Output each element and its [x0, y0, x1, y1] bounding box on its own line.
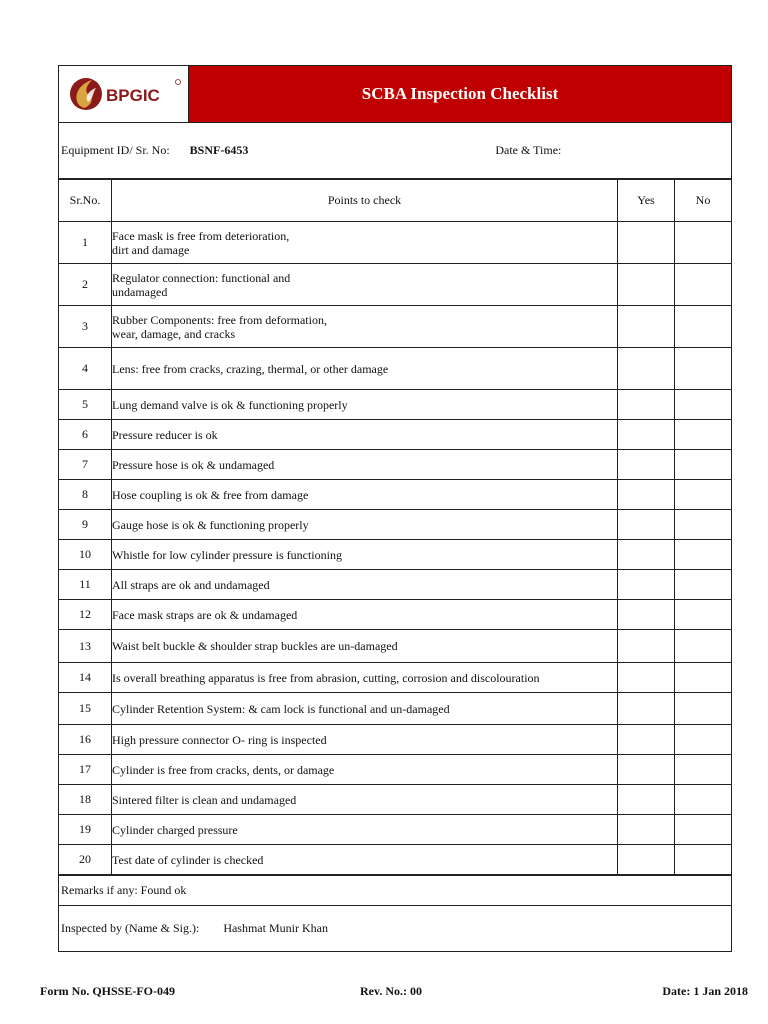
row-sr-no: 18: [59, 785, 112, 815]
table-row: [59, 663, 731, 693]
table-row: [59, 306, 731, 348]
row-yes-cell[interactable]: [618, 663, 675, 693]
row-point-to-check: [112, 845, 618, 875]
row-point-to-check: [112, 693, 618, 725]
table-row: [59, 785, 731, 815]
row-no-cell[interactable]: [675, 570, 732, 600]
row-yes-cell[interactable]: [618, 450, 675, 480]
bpgic-logo-icon: [64, 72, 184, 116]
form-date: Date: 1 Jan 2018: [662, 984, 748, 998]
table-row: [59, 540, 731, 570]
table-row: [59, 264, 731, 306]
row-no-cell[interactable]: [675, 600, 732, 630]
row-no-cell[interactable]: [675, 540, 732, 570]
form-number: Form No. QHSSE-FO-049: [40, 984, 175, 998]
header-points: Points to check: [112, 180, 618, 222]
point-text-line: All straps are ok and undamaged: [112, 577, 270, 592]
date-time-label: Date & Time:: [495, 143, 562, 157]
row-yes-cell[interactable]: [618, 222, 675, 264]
point-text-line: Sintered filter is clean and undamaged: [112, 792, 297, 807]
row-sr-no: 11: [59, 570, 112, 600]
row-sr-no: 12: [59, 600, 112, 630]
form-header: [59, 66, 731, 123]
table-row: [59, 570, 731, 600]
remarks-text: Remarks if any: Found ok: [61, 883, 187, 897]
row-sr-no: 16: [59, 725, 112, 755]
row-point-to-check: [112, 348, 618, 390]
row-no-cell[interactable]: [675, 663, 732, 693]
point-text-line: Lens: free from cracks, crazing, thermal, or other damage: [112, 361, 389, 376]
row-point-to-check: [112, 420, 618, 450]
point-text-line: Test date of cylinder is checked: [112, 852, 264, 867]
row-sr-no: 2: [59, 264, 112, 306]
point-text-line: Face mask straps are ok & undamaged: [112, 607, 298, 622]
point-text-line: Is overall breathing apparatus is free from abrasion, cutting, corrosion and discolouration: [112, 670, 540, 685]
row-point-to-check: [112, 725, 618, 755]
row-sr-no: 19: [59, 815, 112, 845]
row-sr-no: 15: [59, 693, 112, 725]
point-text-line: Cylinder is free from cracks, dents, or damage: [112, 762, 335, 777]
revision-number: Rev. No.: 00: [360, 984, 422, 998]
row-yes-cell[interactable]: [618, 480, 675, 510]
table-row: [59, 420, 731, 450]
point-text-line: Rubber Components: free from deformation,: [112, 312, 327, 327]
row-yes-cell[interactable]: [618, 570, 675, 600]
row-yes-cell[interactable]: [618, 600, 675, 630]
row-point-to-check: [112, 450, 618, 480]
row-sr-no: 20: [59, 845, 112, 875]
row-point-to-check: [112, 630, 618, 663]
point-text-line: Gauge hose is ok & functioning properly: [112, 517, 309, 532]
row-yes-cell[interactable]: [618, 420, 675, 450]
equipment-info-row: [59, 123, 731, 179]
row-point-to-check: [112, 390, 618, 420]
row-no-cell[interactable]: [675, 264, 732, 306]
point-text-line: Hose coupling is ok & free from damage: [112, 487, 309, 502]
row-no-cell[interactable]: [675, 390, 732, 420]
point-text-line: Face mask is free from deterioration,: [112, 228, 290, 243]
row-no-cell[interactable]: [675, 510, 732, 540]
row-yes-cell[interactable]: [618, 510, 675, 540]
point-text-line: dirt and damage: [112, 242, 190, 257]
table-row: [59, 755, 731, 785]
row-no-cell[interactable]: [675, 755, 732, 785]
row-point-to-check: [112, 815, 618, 845]
row-point-to-check: [112, 600, 618, 630]
company-logo: [59, 66, 189, 122]
row-yes-cell[interactable]: [618, 845, 675, 875]
row-no-cell[interactable]: [675, 785, 732, 815]
row-sr-no: 6: [59, 420, 112, 450]
point-text-line: Pressure reducer is ok: [112, 427, 218, 442]
checklist-form: [58, 65, 732, 952]
row-point-to-check: [112, 755, 618, 785]
row-sr-no: 4: [59, 348, 112, 390]
inspected-by-label: Inspected by (Name & Sig.):: [61, 921, 200, 935]
row-yes-cell[interactable]: [618, 264, 675, 306]
equipment-id-value: BSNF-6453: [189, 143, 249, 157]
row-yes-cell[interactable]: [618, 693, 675, 725]
form-title: SCBA Inspection Checklist: [189, 66, 731, 122]
table-row: [59, 348, 731, 390]
row-point-to-check: [112, 510, 618, 540]
remarks-row: [59, 875, 731, 905]
table-row: [59, 693, 731, 725]
row-no-cell[interactable]: [675, 420, 732, 450]
row-point-to-check: [112, 306, 618, 348]
row-point-to-check: [112, 540, 618, 570]
row-point-to-check: [112, 480, 618, 510]
row-no-cell[interactable]: [675, 480, 732, 510]
point-text-line: Waist belt buckle & shoulder strap buckles are un-damaged: [112, 639, 398, 653]
point-text-line: Whistle for low cylinder pressure is functioning: [112, 547, 342, 562]
row-sr-no: 14: [59, 663, 112, 693]
row-no-cell[interactable]: [675, 348, 732, 390]
table-header-row: [59, 180, 731, 222]
row-no-cell[interactable]: [675, 222, 732, 264]
equipment-id-label: Equipment ID/ Sr. No:: [61, 143, 170, 157]
table-row: [59, 480, 731, 510]
row-no-cell[interactable]: [675, 845, 732, 875]
row-sr-no: 3: [59, 306, 112, 348]
point-text-line: Lung demand valve is ok & functioning properly: [112, 397, 348, 412]
point-text-line: undamaged: [112, 284, 168, 299]
header-no: No: [675, 180, 732, 222]
table-row: [59, 390, 731, 420]
checklist-table: [59, 179, 731, 875]
row-yes-cell[interactable]: [618, 390, 675, 420]
row-point-to-check: [112, 663, 618, 693]
row-yes-cell[interactable]: [618, 348, 675, 390]
row-no-cell[interactable]: [675, 693, 732, 725]
point-text-line: High pressure connector O- ring is inspected: [112, 732, 327, 747]
table-row: [59, 510, 731, 540]
row-yes-cell[interactable]: [618, 785, 675, 815]
header-yes: Yes: [618, 180, 675, 222]
table-row: [59, 600, 731, 630]
row-yes-cell[interactable]: [618, 725, 675, 755]
inspector-name: Hashmat Munir Khan: [223, 921, 328, 935]
row-no-cell[interactable]: [675, 306, 732, 348]
row-point-to-check: [112, 264, 618, 306]
table-row: [59, 725, 731, 755]
row-sr-no: 7: [59, 450, 112, 480]
row-no-cell[interactable]: [675, 725, 732, 755]
row-no-cell[interactable]: [675, 815, 732, 845]
row-yes-cell[interactable]: [618, 815, 675, 845]
row-sr-no: 17: [59, 755, 112, 785]
point-text-line: Regulator connection: functional and: [112, 270, 291, 285]
row-sr-no: 10: [59, 540, 112, 570]
table-row: [59, 450, 731, 480]
point-text-line: wear, damage, and cracks: [112, 326, 236, 341]
row-sr-no: 9: [59, 510, 112, 540]
row-sr-no: 1: [59, 222, 112, 264]
row-point-to-check: [112, 222, 618, 264]
row-sr-no: 5: [59, 390, 112, 420]
point-text-line: Cylinder charged pressure: [112, 822, 238, 837]
row-point-to-check: [112, 570, 618, 600]
row-no-cell[interactable]: [675, 450, 732, 480]
table-row: [59, 845, 731, 875]
row-no-cell[interactable]: [675, 630, 732, 663]
row-yes-cell[interactable]: [618, 306, 675, 348]
table-row: [59, 222, 731, 264]
point-text-line: Pressure hose is ok & undamaged: [112, 457, 275, 472]
header-sr-no: Sr.No.: [59, 180, 112, 222]
row-point-to-check: [112, 785, 618, 815]
row-yes-cell[interactable]: [618, 540, 675, 570]
table-row: [59, 630, 731, 663]
point-text-line: Cylinder Retention System: & cam lock is functional and un-damaged: [112, 701, 450, 716]
table-row: [59, 815, 731, 845]
row-sr-no: 8: [59, 480, 112, 510]
row-yes-cell[interactable]: [618, 630, 675, 663]
row-yes-cell[interactable]: [618, 755, 675, 785]
inspected-by-row: [59, 905, 731, 951]
logo-text: BPGIC: [105, 86, 160, 105]
row-sr-no: 13: [59, 630, 112, 663]
